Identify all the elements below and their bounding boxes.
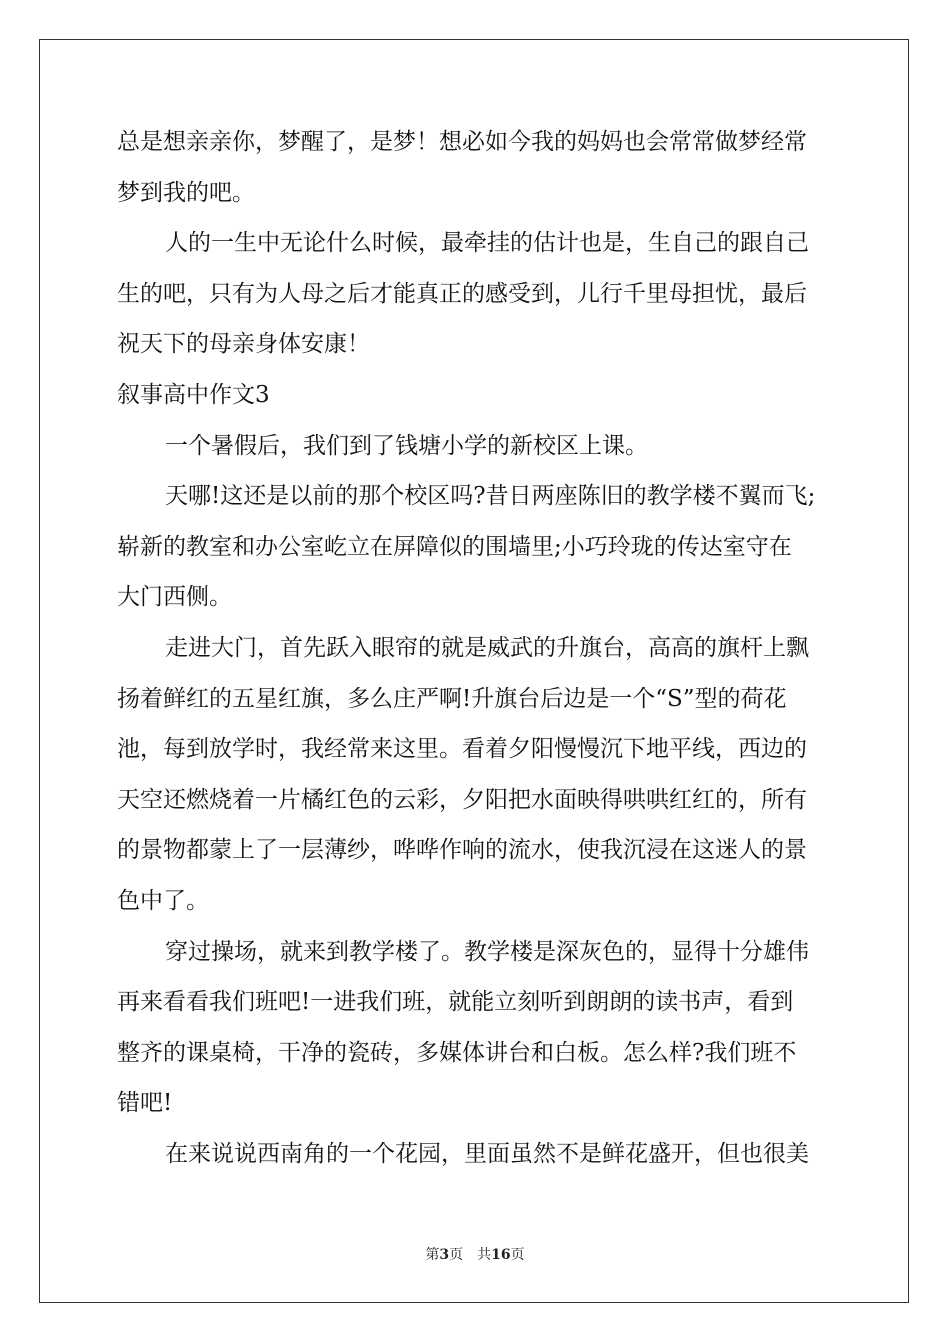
text-line: 走进大门，首先跃入眼帘的就是威武的升旗台，高高的旗杆上飘 <box>165 634 809 661</box>
current-page-number: 3 <box>439 1247 450 1263</box>
text-line: 色中了。 <box>117 887 209 914</box>
page-suffix: 页 <box>449 1247 464 1263</box>
text-line: 生的吧，只有为人母之后才能真正的感受到，儿行千里母担忧，最后 <box>117 280 807 307</box>
text-line: 错吧! <box>117 1090 173 1117</box>
text-line: 池，每到放学时，我经常来这里。看着夕阳慢慢沉下地平线，西边的 <box>117 736 807 763</box>
total-suffix: 页 <box>510 1247 525 1263</box>
total-prefix: 共 <box>477 1247 492 1263</box>
text-line: 天空还燃烧着一片橘红色的云彩，夕阳把水面映得哄哄红红的，所有 <box>117 786 807 813</box>
text-line: 崭新的教室和办公室屹立在屏障似的围墙里;小巧玲珑的传达室守在 <box>117 533 792 560</box>
text-line: 在来说说西南角的一个花园，里面虽然不是鲜花盛开，但也很美 <box>165 1140 809 1167</box>
text-line: 穿过操场，就来到教学楼了。教学楼是深灰色的，显得十分雄伟 <box>165 938 809 965</box>
total-pages-number: 16 <box>491 1247 511 1263</box>
page-prefix: 第 <box>425 1247 440 1263</box>
text-line: 的景物都蒙上了一层薄纱，哗哗作响的流水，使我沉浸在这迷人的景 <box>117 837 807 864</box>
text-line: 总是想亲亲你，梦醒了，是梦！想必如今我的妈妈也会常常做梦经常 <box>117 129 807 155</box>
text-line: 整齐的课桌椅，干净的瓷砖，多媒体讲台和白板。怎么样?我们班不 <box>117 1039 797 1066</box>
text-line: 梦到我的吧。 <box>117 179 255 206</box>
page-footer <box>0 1246 950 1264</box>
text-line: 人的一生中无论什么时候，最牵挂的估计也是，生自己的跟自己 <box>165 230 809 257</box>
document-body <box>117 126 837 1188</box>
text-line: 一个暑假后，我们到了钱塘小学的新校区上课。 <box>165 432 648 459</box>
text-line: 叙事高中作文3 <box>117 381 270 408</box>
text-line: 祝天下的母亲身体安康！ <box>117 331 370 358</box>
text-line: 再来看看我们班吧!一进我们班，就能立刻听到朗朗的读书声，看到 <box>117 989 794 1016</box>
text-line: 天哪!这还是以前的那个校区吗?昔日两座陈旧的教学楼不翼而飞; <box>165 483 816 510</box>
text-line: 大门西侧。 <box>117 584 232 611</box>
text-line: 扬着鲜红的五星红旗，多么庄严啊!升旗台后边是一个“S”型的荷花 <box>117 685 787 712</box>
